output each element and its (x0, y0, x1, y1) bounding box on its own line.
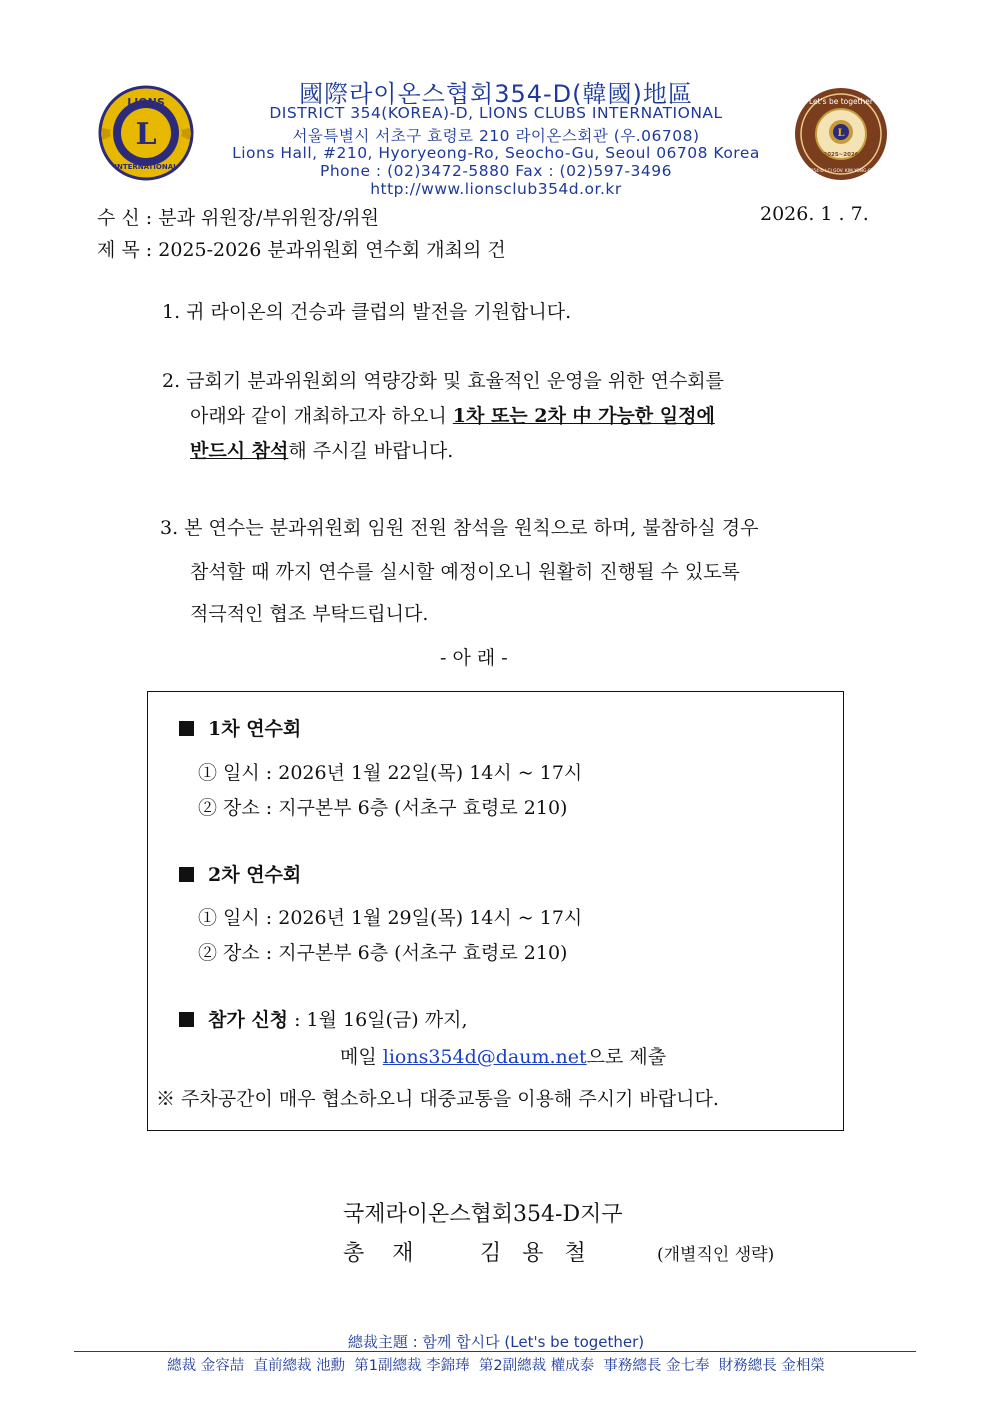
logo-text-bottom: INTERNATIONAL (114, 163, 178, 171)
signature-organization: 국제라이온스협회354-D지구 (343, 1202, 623, 1227)
paragraph-2-line-3-suffix: 해 주시길 바랍니다. (288, 440, 454, 462)
email-link[interactable]: lions354d@daum.net (382, 1046, 587, 1068)
registration-line (179, 1005, 468, 1032)
registration-deadline: : 1월 16일(금) 까지, (288, 1009, 468, 1031)
governor-seal-logo (793, 86, 889, 182)
paragraph-1: 1. 귀 라이온의 건승과 클럽의 발전을 기원합니다. (162, 301, 572, 323)
square-bullet-icon (179, 867, 194, 882)
registration-title: 참가 신청 (208, 1009, 289, 1031)
seal-year: 2025~2026 (823, 152, 859, 158)
footer-officers: 總裁 金容喆 直前總裁 池勳 第1副總裁 李錦琫 第2副總裁 權成泰 事務總長 金七奉 財務總長 金相榮 (167, 1358, 825, 1374)
header-phone-fax: Phone : (02)3472-5880 Fax : (02)597-3496 (319, 162, 672, 180)
footer-theme: 總裁主題 : 함께 합시다 (Let's be together) (347, 1333, 645, 1351)
paragraph-3-line-3: 적극적인 협조 부탁드립니다. (190, 603, 429, 625)
logo-letter: L (135, 117, 157, 152)
header-address-english: Lions Hall, #210, Hyoryeong-Ro, Seocho-Gu, Seoul 06708 Korea (232, 144, 760, 162)
document-date: 2026. 1 . 7. (760, 203, 869, 225)
header-english-name: DISTRICT 354(KOREA)-D, LIONS CLUBS INTERNATIONAL (269, 104, 723, 122)
square-bullet-icon (179, 1012, 194, 1027)
signature-name: 김 용 철 (480, 1241, 586, 1266)
signature-note: (개별직인 생략) (657, 1245, 775, 1265)
session-1-place: ② 장소 : 지구본부 6층 (서초구 효령로 210) (198, 797, 568, 819)
session-1-date: ① 일시 : 2026년 1월 22일(목) 14시 ~ 17시 (198, 762, 583, 784)
paragraph-2-line-2-prefix: 아래와 같이 개최하고자 하오니 (190, 405, 453, 427)
seal-text-top: Let's be together (808, 97, 874, 106)
session-2-place: ② 장소 : 지구본부 6층 (서초구 효령로 210) (198, 942, 568, 964)
header-title: 國際라이온스협회354-D(韓國)地區 (299, 80, 693, 108)
paragraph-2-emphasis: 1차 또는 2차 中 가능한 일정에 (452, 405, 715, 427)
recipient-line: 수 신 : 분과 위원장/부위원장/위원 (97, 207, 379, 229)
paragraph-2-line-2 (190, 401, 715, 428)
header-website: http://www.lionsclub354d.or.kr (370, 180, 622, 198)
registration-email-line (340, 1042, 666, 1069)
paragraph-2-line-1: 2. 금회기 분과위원회의 역량강화 및 효율적인 운영을 위한 연수회를 (162, 370, 725, 392)
paragraph-3-line-2: 참석할 때 까지 연수를 실시할 예정이오니 원활히 진행될 수 있도록 (190, 561, 740, 583)
session-2-title: 2차 연수회 (208, 864, 302, 886)
mail-suffix: 으로 제출 (586, 1046, 667, 1068)
paragraph-2-emphasis-2: 반드시 참석 (190, 440, 289, 462)
header-address-korean: 서울특별시 서초구 효령로 210 라이온스회관 (우.06708) (292, 127, 700, 145)
session-1-heading (179, 714, 301, 741)
session-2-heading (179, 860, 301, 887)
seal-text-bottom: DIST 354-D LCI GOV. KIM YONG-CHEOL (799, 169, 883, 174)
below-heading: - 아 래 - (440, 647, 508, 669)
mail-prefix: 메일 (340, 1046, 383, 1068)
subject-line: 제 목 : 2025-2026 분과위원회 연수회 개최의 건 (97, 239, 506, 261)
square-bullet-icon (179, 721, 194, 736)
paragraph-2-line-3 (190, 436, 453, 463)
logo-text-top: LIONS (127, 96, 165, 109)
session-1-title: 1차 연수회 (208, 718, 302, 740)
parking-note: ※ 주차공간이 매우 협소하오니 대중교통을 이용해 주시기 바랍니다. (156, 1088, 719, 1110)
session-2-date: ① 일시 : 2026년 1월 29일(목) 14시 ~ 17시 (198, 907, 583, 929)
footer-divider (74, 1351, 916, 1352)
svg-text:L: L (837, 128, 845, 139)
paragraph-3-line-1: 3. 본 연수는 분과위원회 임원 전원 참석을 원칙으로 하며, 불참하실 경우 (160, 517, 759, 539)
signature-title: 총 재 (343, 1241, 414, 1266)
